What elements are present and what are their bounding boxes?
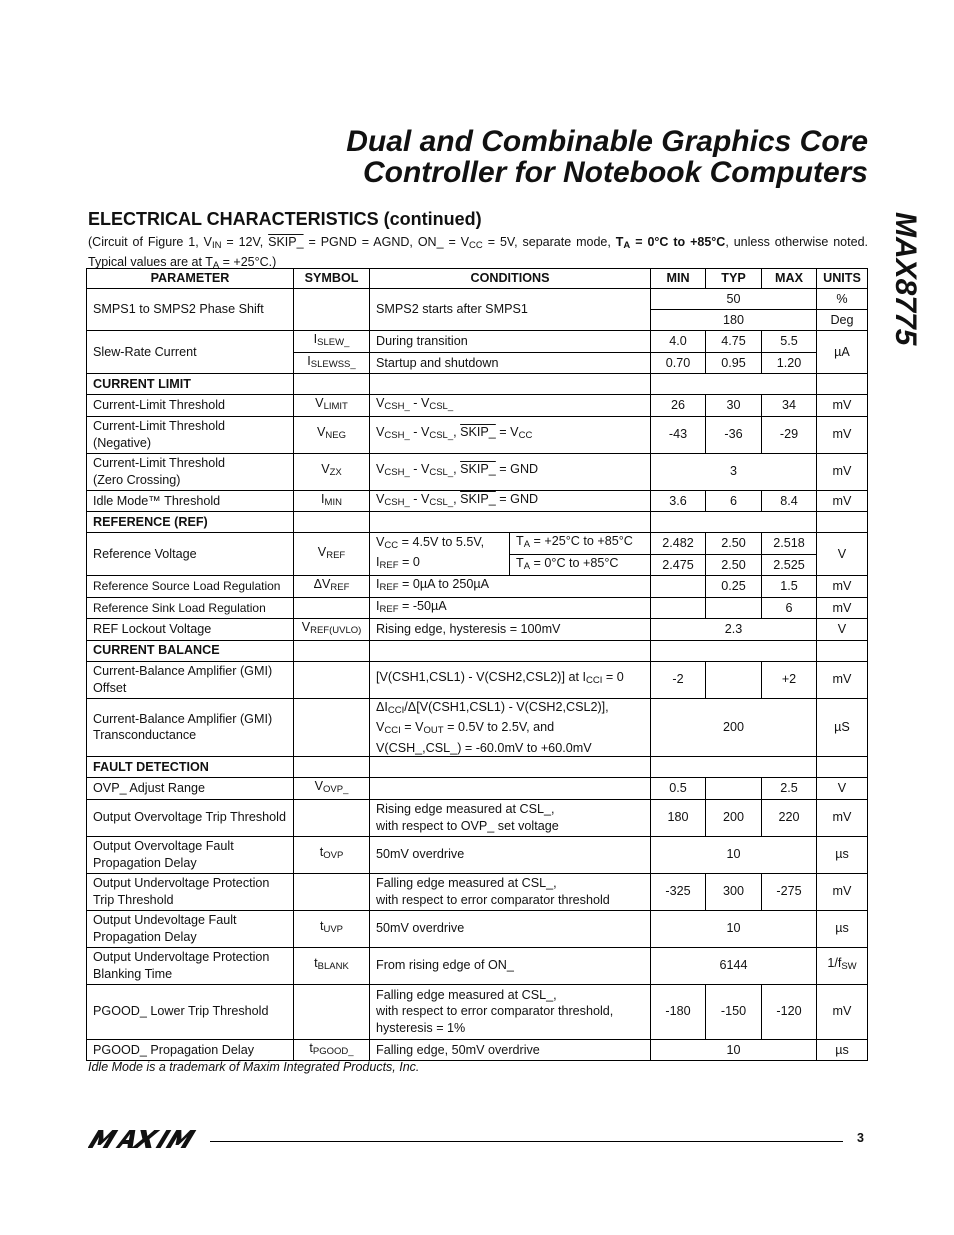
param-cell: OVP_ Adjust Range (87, 778, 294, 800)
param-cell: Current-Balance Amplifier (GMI) Transconductance (87, 698, 294, 757)
category-current-limit: CURRENT LIMIT (87, 374, 294, 395)
condition-cell: Falling edge measured at CSL_, with respect to error comparator threshold, hysteresis = 1% (370, 984, 651, 1039)
param-cell: Current-Limit Threshold (87, 395, 294, 417)
header-symbol: SYMBOL (294, 269, 370, 289)
table-row (87, 533, 868, 555)
title-line-1: Dual and Combinable Graphics Core (346, 125, 868, 158)
condition-cell: Rising edge, hysteresis = 100mV (370, 619, 651, 641)
symbol-cell: $V_{LIMIT}$ (294, 395, 370, 417)
section-title: ELECTRICAL CHARACTERISTICS (continued) (88, 209, 482, 229)
typ-cell: 180 (651, 310, 817, 331)
typ-cell: 3 (651, 453, 817, 490)
typ-cell: 10 (651, 1039, 817, 1061)
min-cell: 0.70 (651, 352, 706, 374)
symbol-cell (294, 873, 370, 910)
symbol-cell (294, 984, 370, 1039)
typ-cell: 10 (651, 910, 817, 947)
symbol-cell: $t_{PGOOD\_}$ (294, 1039, 370, 1061)
units-cell: % (817, 289, 868, 310)
symbol-cell (294, 698, 370, 757)
units-cell: µs (817, 1039, 868, 1061)
min-cell: 4.0 (651, 331, 706, 353)
typ-cell: 6 (706, 490, 762, 512)
category-fault-detection: FAULT DETECTION (87, 757, 294, 778)
table-row (87, 661, 868, 698)
category-row (87, 757, 868, 778)
symbol-cell (294, 799, 370, 836)
table-row (87, 331, 868, 353)
units-cell: mV (817, 873, 868, 910)
param-cell: Current-Balance Amplifier (GMI) Offset (87, 661, 294, 698)
condition-subcell: $T_A = +25^\circ C$ to +85°C (510, 533, 651, 555)
condition-cell: $V_{CSH\_} - V_{CSL\_}$ (370, 395, 651, 417)
header-min: MIN (651, 269, 706, 289)
typ-cell: 4.75 (706, 331, 762, 353)
condition-cell: During transition (370, 331, 651, 353)
max-cell: 1.20 (762, 352, 817, 374)
condition-cell: $V_{CSH\_} - V_{CSL\_}$, SKIP_ = GND (370, 490, 651, 512)
table-row (87, 947, 868, 984)
units-cell: V (817, 619, 868, 641)
units-cell: V (817, 778, 868, 800)
condition-cell: $V_{CSH\_} - V_{CSL\_}$, SKIP_ = $V_{CC}$ (370, 416, 651, 453)
units-cell: µS (817, 698, 868, 757)
typ-cell: 2.50 (706, 554, 762, 576)
param-cell: Idle Mode™ Threshold (87, 490, 294, 512)
param-cell: Reference Voltage (87, 533, 294, 576)
condition-cell: $I_{REF} = -50\mu A$ (370, 597, 651, 619)
category-current-balance: CURRENT BALANCE (87, 640, 294, 661)
condition-cell: Startup and shutdown (370, 352, 651, 374)
typ-cell (706, 597, 762, 619)
typ-cell (706, 778, 762, 800)
max-cell: 2.518 (762, 533, 817, 555)
units-cell: mV (817, 416, 868, 453)
typ-cell: 2.3 (651, 619, 817, 641)
symbol-cell: $V_{ZX}$ (294, 453, 370, 490)
typ-cell: 200 (651, 698, 817, 757)
condition-cell: [V(CSH1,CSL1) - V(CSH2,CSL2)] at $I_{CCI} = 0$ (370, 661, 651, 698)
table-row (87, 698, 868, 757)
category-reference: REFERENCE (REF) (87, 512, 294, 533)
table-row (87, 984, 868, 1039)
table-row (87, 395, 868, 417)
param-cell: PGOOD_ Propagation Delay (87, 1039, 294, 1061)
param-cell: Output Overvoltage Fault Propagation Delay (87, 836, 294, 873)
symbol-cell: $t_{OVP}$ (294, 836, 370, 873)
symbol-cell: $I_{SLEW\_}$ (294, 331, 370, 353)
param-cell: Reference Source Load Regulation (87, 576, 294, 598)
units-cell: mV (817, 661, 868, 698)
condition-cell: From rising edge of ON_ (370, 947, 651, 984)
condition-cell: 50mV overdrive (370, 910, 651, 947)
typ-cell: 2.50 (706, 533, 762, 555)
table-row (87, 836, 868, 873)
max-cell: 2.5 (762, 778, 817, 800)
typ-cell: -150 (706, 984, 762, 1039)
typ-cell (706, 661, 762, 698)
typ-cell: 300 (706, 873, 762, 910)
typ-cell: 50 (651, 289, 817, 310)
min-cell: -180 (651, 984, 706, 1039)
table-header-row (87, 269, 868, 289)
param-cell: Output Undervoltage Protection Trip Threshold (87, 873, 294, 910)
max-cell: -120 (762, 984, 817, 1039)
units-cell: mV (817, 576, 868, 598)
table-row (87, 453, 868, 490)
header-units: UNITS (817, 269, 868, 289)
header-typ: TYP (706, 269, 762, 289)
param-cell: Output Undervoltage Protection Blanking Time (87, 947, 294, 984)
max-cell: 5.5 (762, 331, 817, 353)
param-cell: SMPS1 to SMPS2 Phase Shift (87, 289, 294, 331)
min-cell: 26 (651, 395, 706, 417)
table-row (87, 799, 868, 836)
table-row (87, 778, 868, 800)
symbol-cell: $t_{UVP}$ (294, 910, 370, 947)
param-cell: Output Undevoltage Fault Propagation Delay (87, 910, 294, 947)
units-cell: V (817, 533, 868, 576)
units-cell: µs (817, 836, 868, 873)
min-cell: 3.6 (651, 490, 706, 512)
maxim-logo (88, 1128, 200, 1150)
units-cell: mV (817, 984, 868, 1039)
param-cell: Current-Limit Threshold (Negative) (87, 416, 294, 453)
symbol-cell (294, 289, 370, 331)
min-cell: 2.475 (651, 554, 706, 576)
max-cell: 220 (762, 799, 817, 836)
category-row (87, 640, 868, 661)
trademark-footnote: Idle Mode is a trademark of Maxim Integrated Products, Inc. (88, 1060, 420, 1074)
symbol-cell (294, 597, 370, 619)
param-cell: Current-Limit Threshold (Zero Crossing) (87, 453, 294, 490)
page-number: 3 (857, 1131, 864, 1145)
header-parameter: PARAMETER (87, 269, 294, 289)
units-cell: µA (817, 331, 868, 374)
param-cell: Reference Sink Load Regulation (87, 597, 294, 619)
max-cell: -275 (762, 873, 817, 910)
condition-cell: 50mV overdrive (370, 836, 651, 873)
symbol-cell: $V_{REF(UVLO)}$ (294, 619, 370, 641)
max-cell: 6 (762, 597, 817, 619)
header-max: MAX (762, 269, 817, 289)
table-row (87, 289, 868, 310)
param-cell: Output Overvoltage Trip Threshold (87, 799, 294, 836)
min-cell: 0.5 (651, 778, 706, 800)
min-cell (651, 597, 706, 619)
table-row (87, 619, 868, 641)
param-cell: REF Lockout Voltage (87, 619, 294, 641)
table-row (87, 576, 868, 598)
table-row (87, 1039, 868, 1061)
symbol-cell: $\Delta V_{REF}$ (294, 576, 370, 598)
units-cell: Deg (817, 310, 868, 331)
table-row (87, 910, 868, 947)
param-cell: PGOOD_ Lower Trip Threshold (87, 984, 294, 1039)
typ-cell: 0.95 (706, 352, 762, 374)
condition-cell: $I_{REF} = 0\mu A$ to 250µA (370, 576, 651, 598)
param-cell: Slew-Rate Current (87, 331, 294, 374)
condition-cell: Falling edge measured at CSL_, with respect to error comparator threshold (370, 873, 651, 910)
condition-cell: Falling edge, 50mV overdrive (370, 1039, 651, 1061)
units-cell: mV (817, 597, 868, 619)
units-cell: mV (817, 490, 868, 512)
min-cell: -2 (651, 661, 706, 698)
min-cell (651, 576, 706, 598)
typ-cell: 200 (706, 799, 762, 836)
min-cell: 2.482 (651, 533, 706, 555)
condition-cell: $\Delta I_{CCI}/\Delta[V(CSH1,CSL1) - V(CSH2,CSL2)]$, $V_{CCI} = V_{OUT} = 0.5V$ to 2.5V, and V(CSH_,CSL_) = -60.0mV to +60.0mV (370, 698, 651, 757)
units-cell: µs (817, 910, 868, 947)
category-row (87, 374, 868, 395)
symbol-cell: $I_{SLEWSS\_}$ (294, 352, 370, 374)
min-cell: -43 (651, 416, 706, 453)
condition-cell (370, 778, 651, 800)
max-cell: -29 (762, 416, 817, 453)
document-title (346, 126, 868, 188)
units-cell: mV (817, 799, 868, 836)
side-part-number: MAX8775 (889, 212, 922, 346)
symbol-cell: $t_{BLANK}$ (294, 947, 370, 984)
electrical-characteristics-table (86, 268, 868, 1061)
max-cell: 8.4 (762, 490, 817, 512)
max-cell: +2 (762, 661, 817, 698)
condition-subcell: $T_A = 0^\circ C$ to +85°C (510, 554, 651, 576)
table-row (87, 873, 868, 910)
units-cell: mV (817, 395, 868, 417)
max-cell: 1.5 (762, 576, 817, 598)
test-conditions: (Circuit of Figure 1, $V_{IN} = 12V$, SKIP_ = PGND = AGND, ON_ = $V_{CC} = 5V$, separate mode, $T_A = 0^\circ C$ to +85°C, unless otherwise noted. Typical values are at $T_A = +25^\circ C$.) (88, 235, 868, 271)
condition-cell: SMPS2 starts after SMPS1 (370, 289, 651, 331)
table-row (87, 597, 868, 619)
title-line-2: Controller for Notebook Computers (362, 156, 868, 189)
typ-cell: 30 (706, 395, 762, 417)
symbol-cell (294, 661, 370, 698)
header-conditions: CONDITIONS (370, 269, 651, 289)
typ-cell: 6144 (651, 947, 817, 984)
category-row (87, 512, 868, 533)
condition-cell: Rising edge measured at CSL_, with respect to OVP_ set voltage (370, 799, 651, 836)
typ-cell: 0.25 (706, 576, 762, 598)
condition-cell: $V_{CSH\_} - V_{CSL\_}$, SKIP_ = GND (370, 453, 651, 490)
min-cell: -325 (651, 873, 706, 910)
units-cell: $1/f_{SW}$ (817, 947, 868, 984)
symbol-cell: $I_{MIN}$ (294, 490, 370, 512)
symbol-cell: $V_{REF}$ (294, 533, 370, 576)
symbol-cell: $V_{OVP\_}$ (294, 778, 370, 800)
typ-cell: 10 (651, 836, 817, 873)
units-cell: mV (817, 453, 868, 490)
table-row (87, 416, 868, 453)
max-cell: 2.525 (762, 554, 817, 576)
max-cell: 34 (762, 395, 817, 417)
typ-cell: -36 (706, 416, 762, 453)
footer-rule (210, 1141, 843, 1142)
table-row (87, 490, 868, 512)
symbol-cell: $V_{NEG}$ (294, 416, 370, 453)
condition-cell: $V_{CC} = 4.5V$ to 5.5V, $I_{REF} = 0$ (370, 533, 510, 576)
min-cell: 180 (651, 799, 706, 836)
